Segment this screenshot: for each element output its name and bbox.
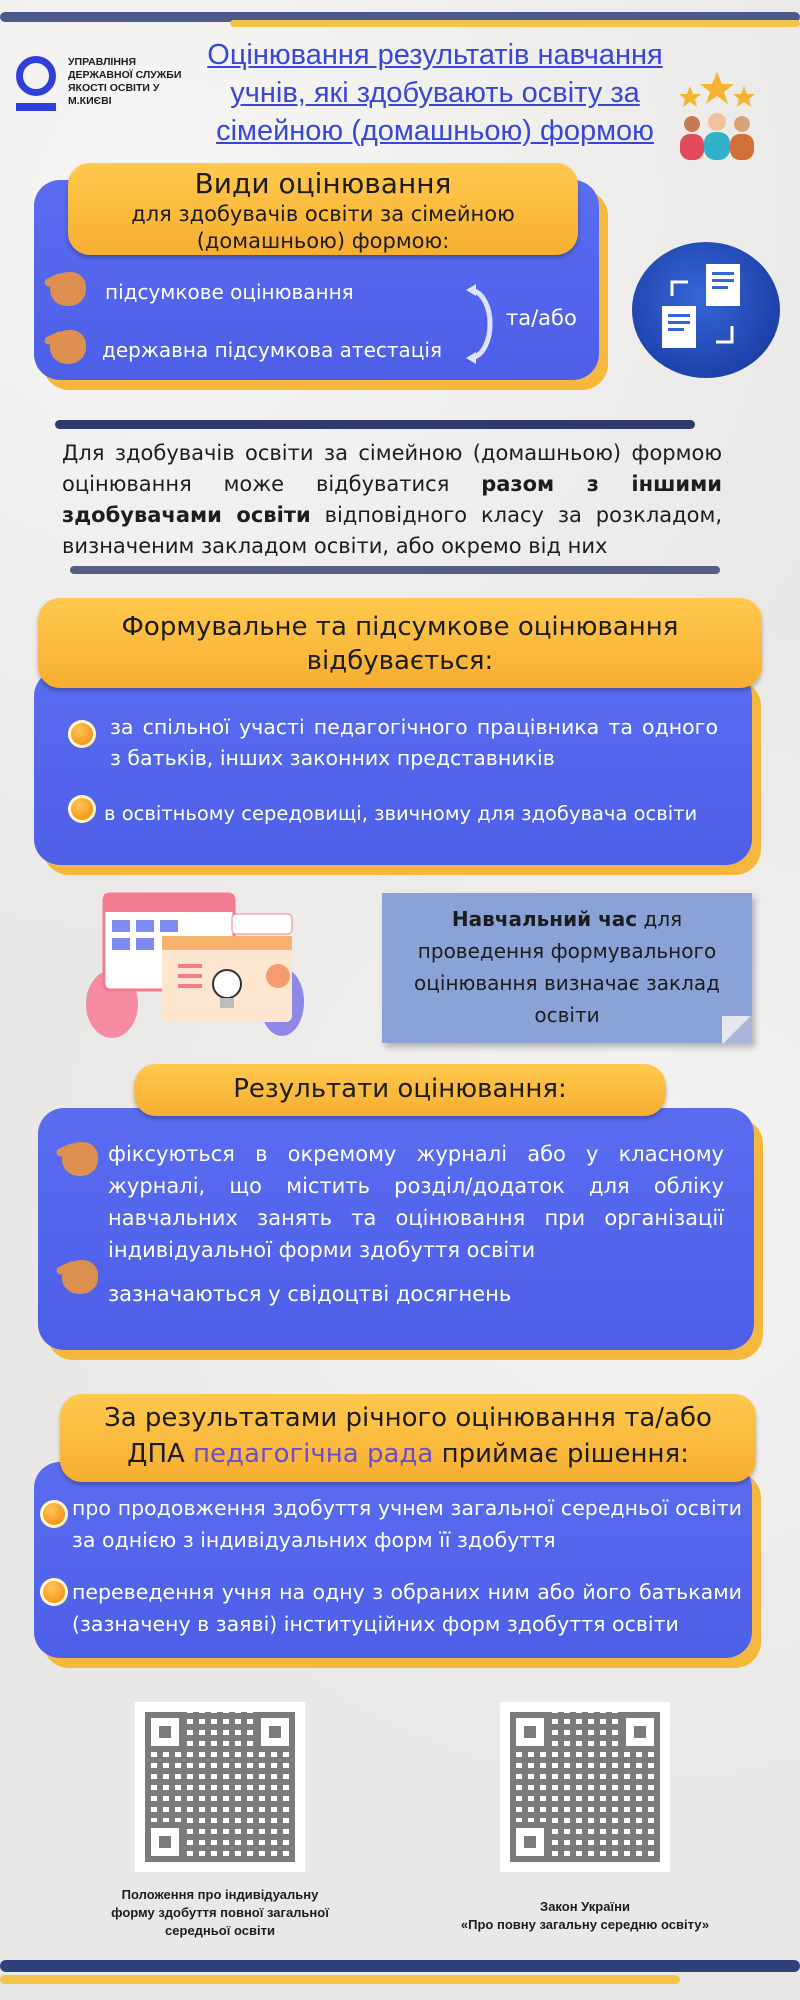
bidirectional-arrow-icon (462, 282, 502, 366)
kinds-heading: Види оцінювання (194, 167, 452, 200)
annual-heading-part1: За результатами річного оцінювання та/або ДПА (104, 1403, 712, 1469)
qr-finder (255, 1712, 295, 1752)
kinds-item-1: підсумкове оцінювання (105, 280, 354, 304)
documents-exchange-icon (632, 242, 780, 378)
people-stars-icon (672, 72, 762, 162)
bottom-stroke-blue (0, 1960, 800, 1972)
pointing-hand-icon (62, 1260, 98, 1294)
qr-code-law[interactable] (500, 1702, 670, 1872)
annual-heading-highlight: педагогічна рада (193, 1439, 434, 1469)
bullet-dot-icon (68, 795, 96, 823)
results-item-1: фіксуються в окремому журналі або у класному журналі, що містить розділ/додаток для обліку навчальних занять та оцінювання при організації індивідуальної форми здобуття освіти (108, 1142, 724, 1262)
kinds-item-2: державна підсумкова атестація (102, 338, 442, 362)
qr-finder (620, 1712, 660, 1752)
annual-heading-pill (60, 1394, 756, 1482)
pointing-hand-icon (50, 330, 86, 364)
formative-heading-pill (38, 598, 762, 688)
qr-finder (145, 1712, 185, 1752)
annual-item-2: переведення учня на одну з обраних ним або його батьками (зазначену в заяві) інституційних форм здобуття освіти (72, 1580, 742, 1636)
qr-caption-law (430, 1898, 740, 1934)
logo-icon (16, 56, 56, 96)
qr-pattern (145, 1712, 295, 1862)
bullet-dot-icon (40, 1500, 68, 1528)
formative-heading: Формувальне та підсумкове оцінювання відбувається: (121, 612, 679, 676)
note-fold (722, 1016, 752, 1043)
qr-caption-regulation: Положення про індивідуальну форму здобуття повної загальної середньої освіти (111, 1887, 329, 1938)
note-bold: Навчальний час (451, 907, 638, 931)
logo-bar (16, 103, 56, 111)
annual-item-1: про продовження здобуття учнем загальної середньої освіти за однією з індивідуальних форм її здобуття (72, 1496, 742, 1552)
pointing-hand-icon (62, 1142, 98, 1176)
calendar-idea-illustration (82, 884, 312, 1044)
results-heading-pill (134, 1064, 666, 1116)
divider-stroke-2 (70, 566, 720, 574)
annual-heading (90, 1400, 726, 1472)
kinds-subheading: для здобувачів освіти за сімейною (домашньою) формою: (131, 202, 515, 253)
annual-heading-part2: приймає рішення: (433, 1439, 689, 1469)
bottom-stroke-yellow (0, 1975, 680, 1984)
qr-finder (145, 1822, 185, 1862)
info-paragraph-part1: Для здобувачів освіти за сімейною (домашньою) формою оцінювання може відбуватися (62, 441, 722, 496)
page-title: Оцінювання результатів навчання учнів, які здобувають освіту за сімейною (домашньою) формою (207, 39, 663, 147)
results-heading: Результати оцінювання: (233, 1074, 567, 1104)
qr-finder (510, 1822, 550, 1862)
bullet-dot-icon (68, 720, 96, 748)
kinds-heading-pill (68, 163, 578, 255)
bullet-dot-icon (40, 1578, 68, 1606)
org-name: УПРАВЛІННЯ ДЕРЖАВНОЇ СЛУЖБИ ЯКОСТІ ОСВІТИ У М.КИЄВІ (68, 56, 182, 107)
info-paragraph-bold: разом з іншими здобувачами освіти (62, 472, 722, 527)
info-paragraph-part2: відповідного класу за розкладом, визначеним закладом освіти, або окремо від них (62, 503, 722, 558)
info-paragraph (62, 438, 722, 562)
formative-item-1: за спільної участі педагогічного працівника та одного з батьків, інших законних представників (110, 715, 718, 770)
results-item-2: зазначаються у свідоцтві досягнень (108, 1282, 512, 1306)
note-text: для проведення формувального оцінювання визначає заклад освіти (414, 907, 720, 1027)
note-box (382, 893, 752, 1043)
qr-finder (510, 1712, 550, 1752)
qr-caption-law-line1: Закон України (540, 1899, 630, 1914)
divider-stroke-1 (55, 420, 695, 429)
qr-code-regulation[interactable] (135, 1702, 305, 1872)
pointing-hand-icon (50, 272, 86, 306)
formative-item-2: в освітньому середовищі, звичному для здобувача освіти (104, 802, 698, 825)
qr-caption-law-line2: «Про повну загальну середню освіту» (460, 1917, 710, 1932)
kinds-connector: та/або (506, 306, 577, 330)
qr-pattern (510, 1712, 660, 1862)
top-stroke-yellow (230, 20, 800, 27)
